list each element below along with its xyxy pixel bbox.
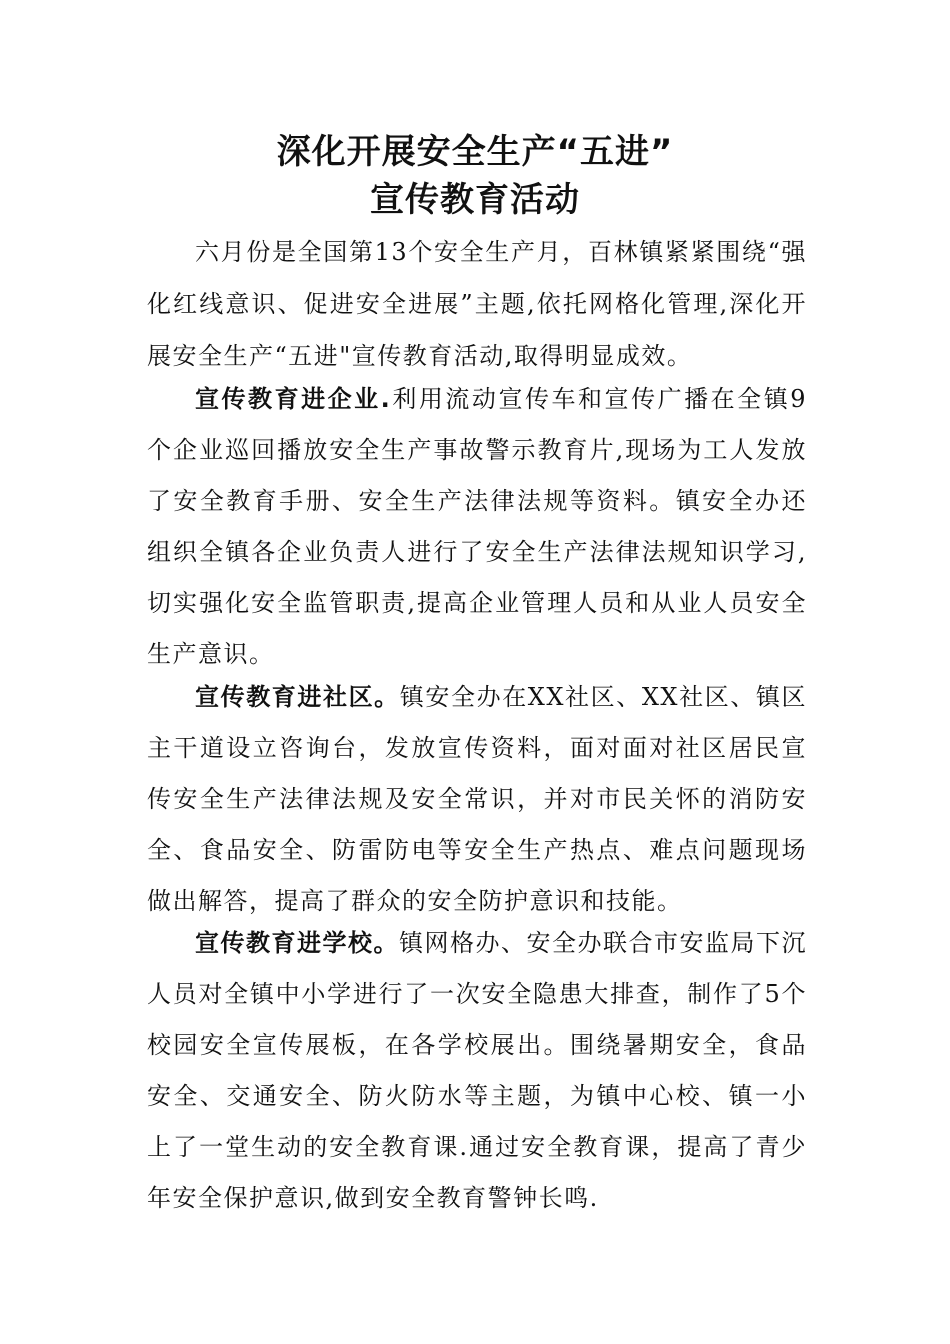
- section-enterprise: [147, 374, 807, 680]
- section-enterprise-text: 利用流动宣传车和宣传广播在全镇9个企业巡回播放安全生产事故警示教育片,现场为工人发放了安全教育手册、安全生产法律法规等资料。镇安全办还组织全镇各企业负责人进行了安全生产法律法规知识学习,切实强化安全监管职责,提高企业管理人员和从业人员安全生产意识。: [147, 385, 807, 668]
- document-title-line1: 深化开展安全生产“五进”: [276, 132, 674, 172]
- section-school-text: 镇网格办、安全办联合市安监局下沉人员对全镇中小学进行了一次安全隐患大排查，制作了5个校园安全宣传展板，在各学校展出。围绕暑期安全，食品安全、交通安全、防火防水等主题，为镇中心校、镇一小上了一堂生动的安全教育课.通过安全教育课，提高了青少年安全保护意识,做到安全教育警钟长鸣.: [147, 929, 807, 1212]
- intro-paragraph: 六月份是全国第13个安全生产月，百林镇紧紧围绕“强化红线意识、促进安全进展”主题,依托网格化管理,深化开展安全生产“五进"宣传教育活动,取得明显成效。: [147, 238, 807, 370]
- section-community-heading: 宣传教育进社区。: [195, 683, 400, 711]
- section-enterprise-heading: 宣传教育进企业.: [195, 385, 392, 413]
- section-school-heading: 宣传教育进学校。: [195, 929, 399, 957]
- section-community: [147, 672, 807, 927]
- section-community-text: 镇安全办在XX社区、XX社区、镇区主干道设立咨询台，发放宣传资料，面对面对社区居民宣传安全生产法律法规及安全常识，并对市民关怀的消防安全、食品安全、防雷防电等安全生产热点、难点问题现场做出解答，提高了群众的安全防护意识和技能。: [147, 683, 808, 915]
- section-school: [147, 918, 807, 1224]
- document-title-line2: 宣传教育活动: [370, 180, 580, 220]
